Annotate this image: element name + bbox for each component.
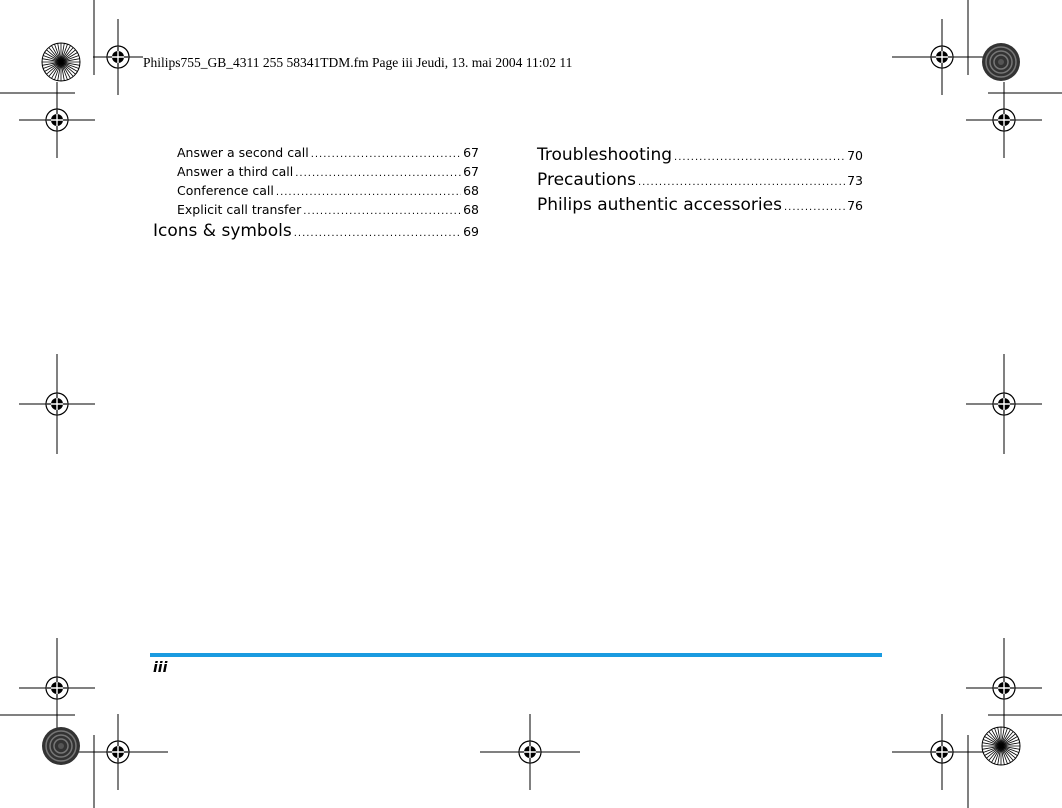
toc-entry-title: Troubleshooting <box>537 145 673 165</box>
registration-target-icon <box>993 109 1015 131</box>
toc-entry-title: Answer a third call <box>177 164 294 179</box>
toc-entry-explicit-call-transfer <box>153 202 479 221</box>
toc-entry-title: Answer a second call <box>177 145 309 160</box>
registration-target-icon <box>107 741 129 763</box>
toc-entry-page: 76 <box>847 198 863 213</box>
toc-entry-icons-symbols <box>153 221 479 246</box>
toc-entry-title: Precautions <box>537 170 636 190</box>
toc-left-column <box>153 145 479 246</box>
starburst-icon <box>982 727 1020 765</box>
dot-leader <box>638 177 845 188</box>
registration-target-icon <box>46 393 68 415</box>
toc-entry-page: 68 <box>463 202 479 217</box>
toc-entry-page: 67 <box>463 145 479 160</box>
dot-leader <box>784 202 845 213</box>
dot-leader <box>311 149 461 160</box>
toc-right-column <box>537 145 863 220</box>
toc-entry-title: Philips authentic accessories <box>537 195 782 215</box>
toc-entry-page: 68 <box>463 183 479 198</box>
registration-target-icon <box>46 109 68 131</box>
dot-leader <box>294 228 461 239</box>
toc-entry-troubleshooting <box>537 145 863 170</box>
toc-entry-precautions <box>537 170 863 195</box>
toc-entry-page: 69 <box>463 224 479 239</box>
footer-rule <box>150 653 882 657</box>
toc-entry-answer-second-call <box>153 145 479 164</box>
registration-target-icon <box>993 677 1015 699</box>
registration-target-icon <box>519 741 541 763</box>
density-disc-icon <box>982 43 1020 81</box>
density-disc-icon <box>42 727 80 765</box>
print-slug-header: Philips755_GB_4311 255 58341TDM.fm Page iii Jeudi, 13. mai 2004 11:02 11 <box>143 55 573 70</box>
toc-entry-page: 70 <box>847 148 863 163</box>
registration-target-icon <box>931 741 953 763</box>
registration-target-icon <box>46 677 68 699</box>
registration-target-icon <box>993 393 1015 415</box>
dot-leader <box>674 152 845 163</box>
toc-entry-page: 67 <box>463 164 479 179</box>
toc-entry-philips-accessories <box>537 195 863 220</box>
page-folio: iii <box>153 660 168 676</box>
dot-leader <box>303 206 461 217</box>
dot-leader <box>295 168 461 179</box>
toc-entry-title: Conference call <box>177 183 274 198</box>
toc-entry-answer-third-call <box>153 164 479 183</box>
registration-target-icon <box>107 46 129 68</box>
toc-entry-conference-call <box>153 183 479 202</box>
starburst-icon <box>42 43 80 81</box>
toc-entry-page: 73 <box>847 173 863 188</box>
toc-entry-title: Explicit call transfer <box>177 202 302 217</box>
dot-leader <box>276 187 461 198</box>
registration-target-icon <box>931 46 953 68</box>
toc-entry-title: Icons & symbols <box>153 221 292 241</box>
